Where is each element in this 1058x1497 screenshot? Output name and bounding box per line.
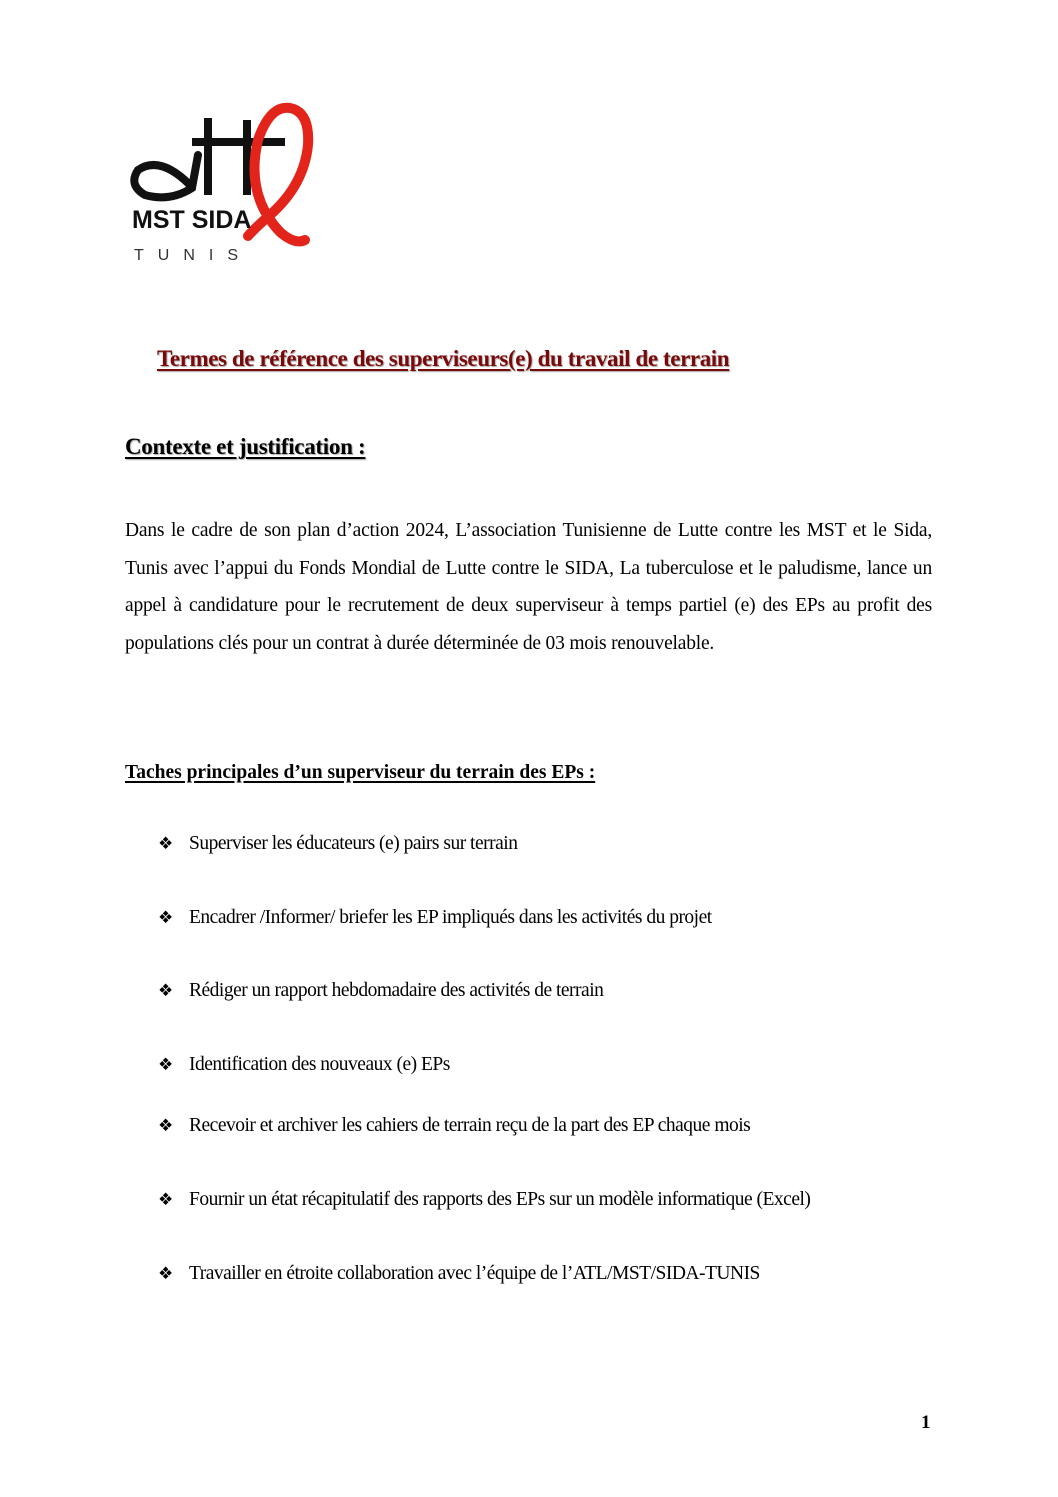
diamond-bullet-icon: ❖ (158, 1116, 173, 1135)
diamond-bullet-icon: ❖ (158, 1264, 173, 1283)
task-item (158, 1054, 450, 1076)
context-heading: Contexte et justification : (125, 434, 366, 459)
diamond-bullet-icon: ❖ (158, 981, 173, 1000)
task-text: Encadrer /Informer/ briefer les EP impliqués dans les activités du projet (189, 907, 712, 928)
task-text: Superviser les éducateurs (e) pairs sur terrain (189, 833, 518, 854)
red-ribbon-icon (130, 100, 330, 265)
task-item (158, 1115, 750, 1137)
svg-text:MST SIDA: MST SIDA (132, 206, 252, 234)
svg-text:TUNIS: TUNIS (134, 247, 252, 264)
task-item (158, 1263, 760, 1285)
document-title: Termes de référence des superviseurs(e) du travail de terrain (157, 346, 730, 371)
task-text: Travailler en étroite collaboration avec l’équipe de l’ATL/MST/SIDA-TUNIS (189, 1263, 760, 1284)
task-text: Identification des nouveaux (e) EPs (189, 1054, 450, 1075)
diamond-bullet-icon: ❖ (158, 1055, 173, 1074)
task-item (158, 980, 603, 1002)
task-item (158, 833, 517, 855)
task-item (158, 1189, 810, 1211)
diamond-bullet-icon: ❖ (158, 834, 173, 853)
task-text: Recevoir et archiver les cahiers de terrain reçu de la part des EP chaque mois (189, 1115, 751, 1136)
diamond-bullet-icon: ❖ (158, 1190, 173, 1209)
page-number: 1 (921, 1412, 931, 1433)
context-paragraph: Dans le cadre de son plan d’action 2024, L’association Tunisienne de Lutte contre les MST et le Sida, Tunis avec l’appui du Fonds Mondial de Lutte contre le SIDA, La tuberculose et le paludisme, lance un appel à candidature pour le recrutement de deux superviseur à temps partiel (e) des EPs au profit des populations clés pour un contrat à durée déterminée de 03 mois renouvelable. (125, 520, 932, 654)
atl-mst-sida-logo (130, 100, 330, 265)
tasks-heading: Taches principales d’un superviseur du terrain des EPs : (125, 762, 596, 783)
diamond-bullet-icon: ❖ (158, 908, 173, 927)
task-item (158, 907, 712, 929)
task-text: Rédiger un rapport hebdomadaire des activités de terrain (189, 980, 604, 1001)
task-text: Fournir un état récapitulatif des rapports des EPs sur un modèle informatique (Excel) (189, 1189, 811, 1210)
